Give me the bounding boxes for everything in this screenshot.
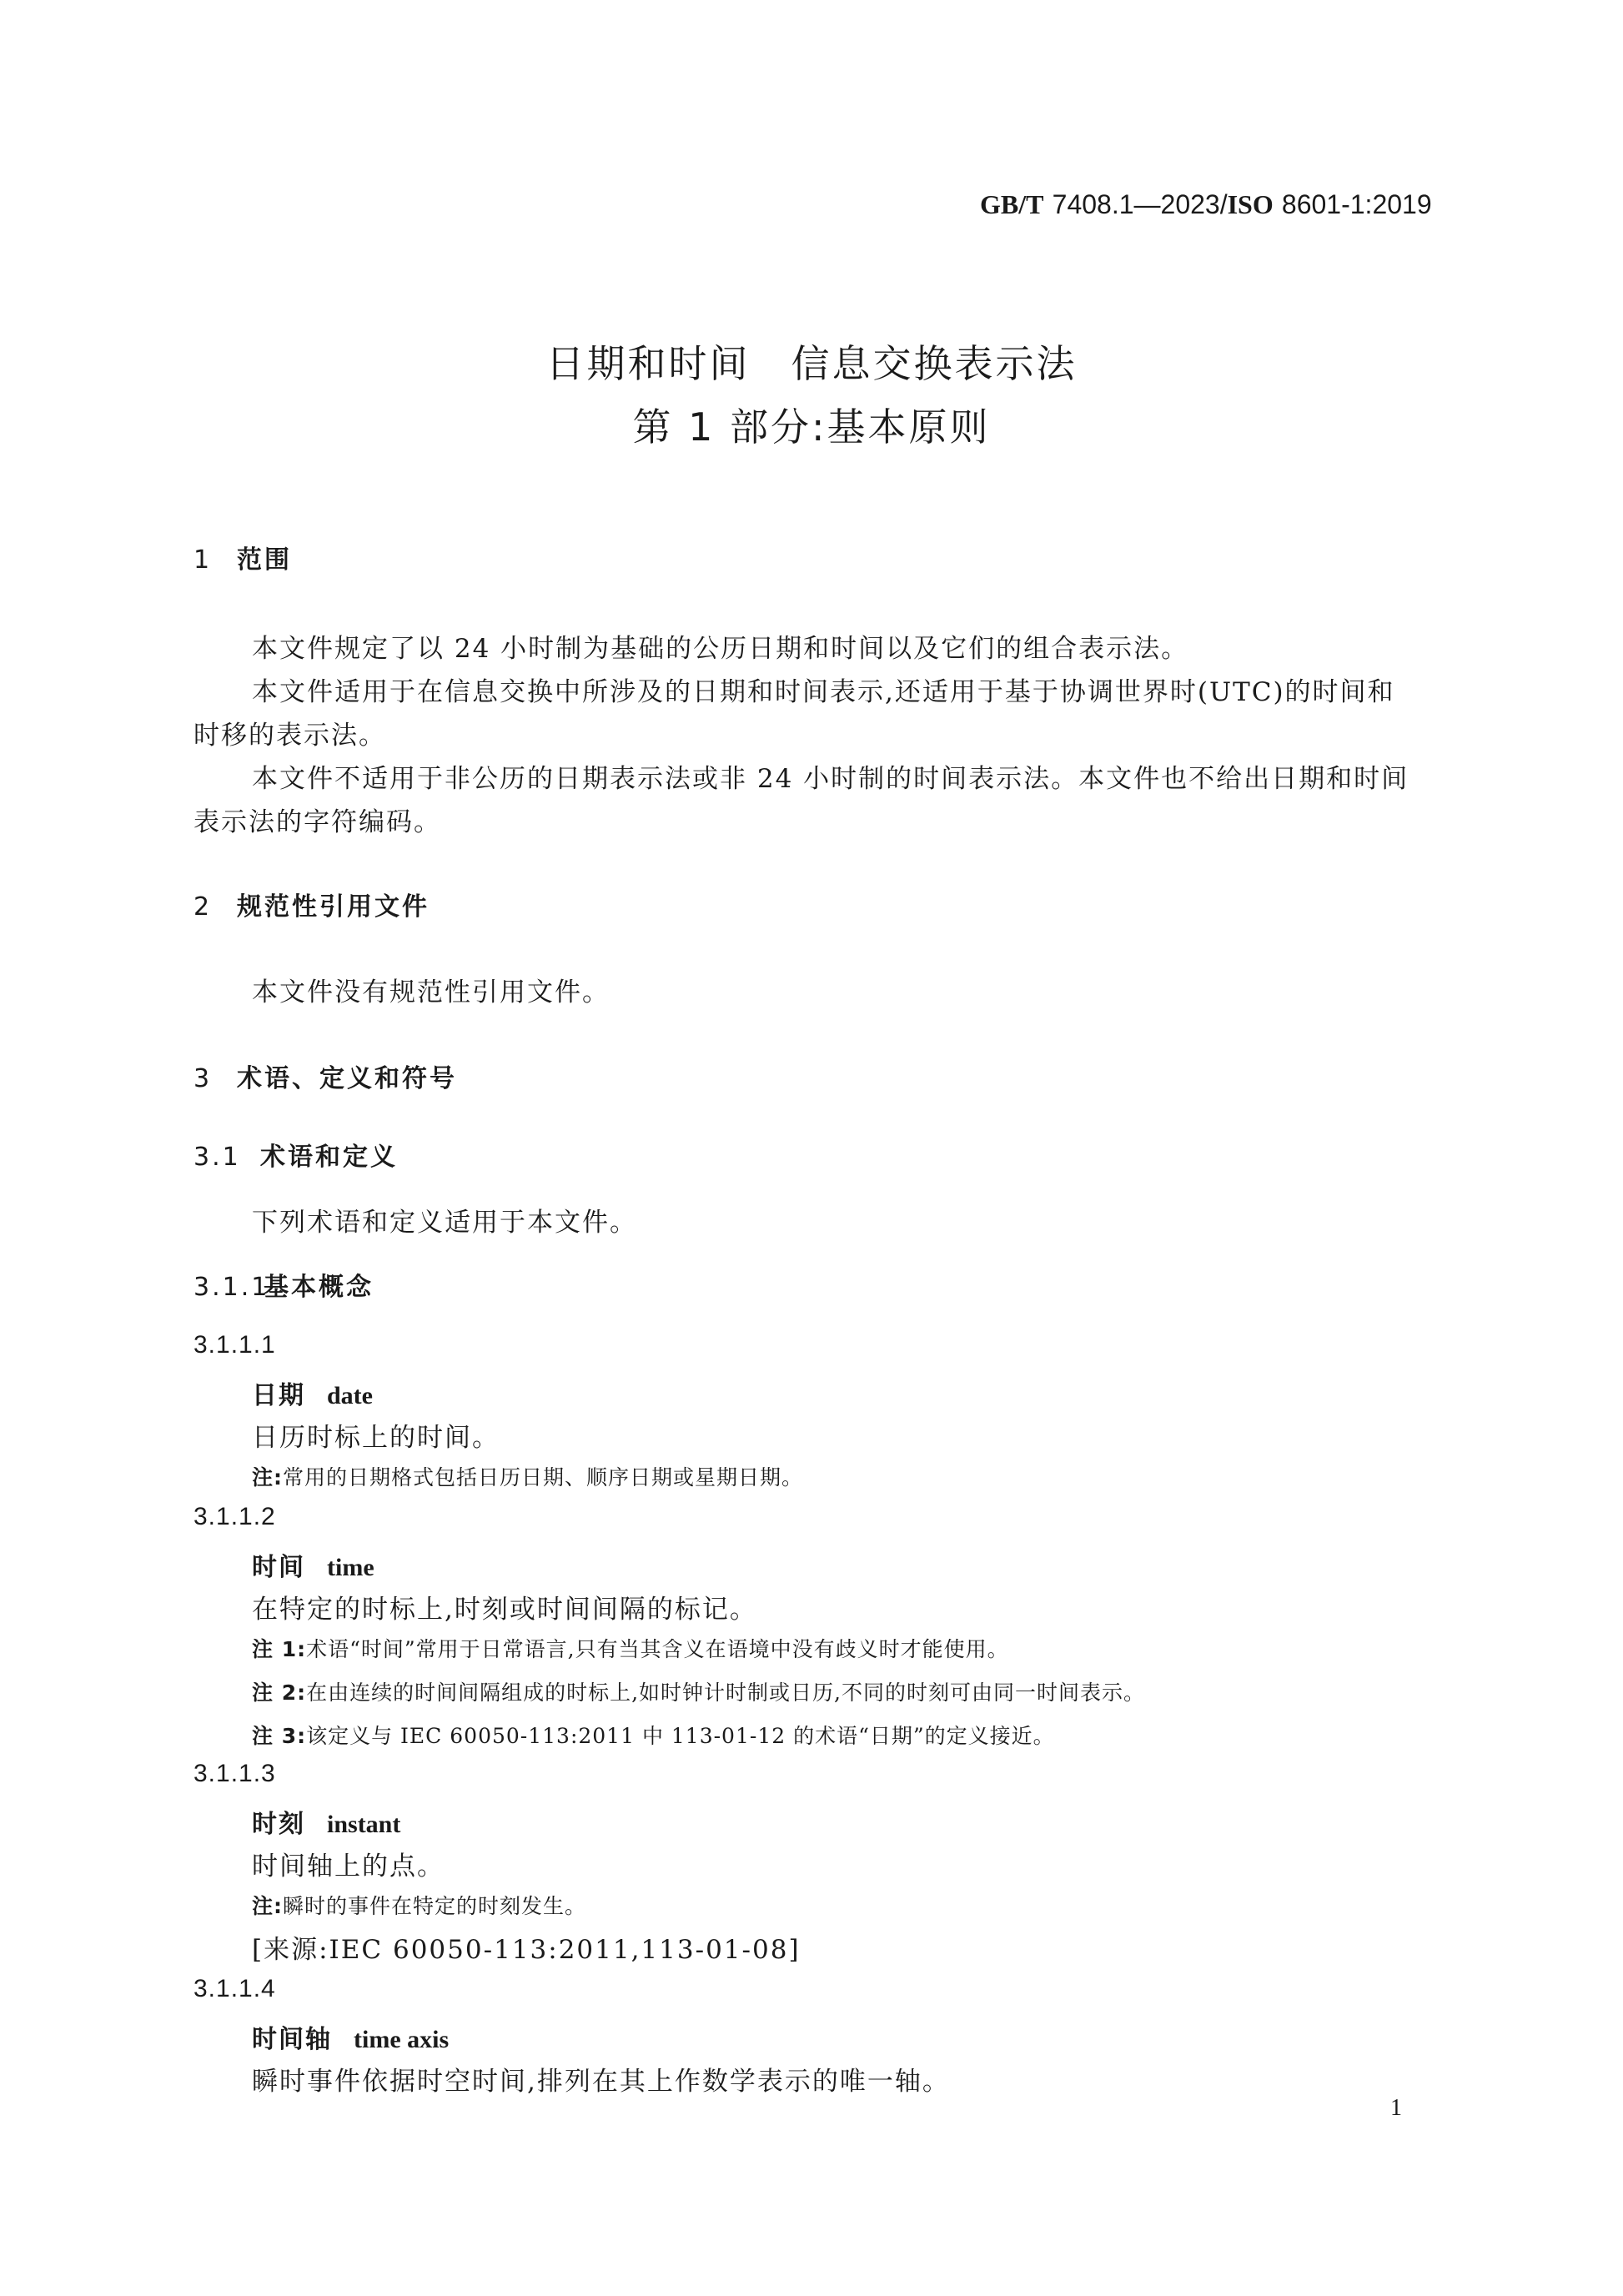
term-source: [来源:IEC 60050-113:2011,113-01-08] (252, 1935, 801, 1965)
term-preferred-en: time axis (354, 2026, 450, 2053)
term-preferred-zh: 日期 (252, 1381, 305, 1410)
term-number: 3.1.1.1 (193, 1331, 276, 1359)
section-3-1-heading: 3.1 术语和定义 (193, 1143, 398, 1172)
term-number: 3.1.1.4 (193, 1975, 276, 2002)
term-preferred-en: time (327, 1554, 374, 1581)
term-note: 注:瞬时的事件在特定的时刻发生。 (252, 1894, 587, 1918)
section-1-paragraph-1: 本文件规定了以 24 小时制为基础的公历日期和时间以及它们的组合表示法。 (252, 634, 1189, 664)
term-entry (252, 1546, 374, 1583)
term-note: 注 1:术语“时间”常用于日常语言,只有当其含义在语境中没有歧义时才能使用。 (252, 1637, 1009, 1661)
section-1-paragraph-2: 本文件适用于在信息交换中所涉及的日期和时间表示,还适用于基于协调世界时(UTC)的时间和 (252, 677, 1395, 707)
term-note: 注 3:该定义与 IEC 60050-113:2011 中 113-01-12 的术语“日期”的定义接近。 (252, 1724, 1055, 1748)
term-definition: 瞬时事件依据时空时间,排列在其上作数学表示的唯一轴。 (252, 2067, 950, 2097)
term-number: 3.1.1.3 (193, 1760, 276, 1787)
term-preferred-en: date (327, 1382, 373, 1409)
term-definition: 日历时标上的时间。 (252, 1423, 500, 1453)
section-3-1-paragraph: 下列术语和定义适用于本文件。 (252, 1208, 637, 1238)
term-preferred-zh: 时间轴 (252, 2025, 332, 2054)
term-entry (252, 2018, 449, 2055)
section-2-paragraph: 本文件没有规范性引用文件。 (252, 977, 610, 1007)
term-entry (252, 1803, 400, 1840)
section-1-paragraph-3: 本文件不适用于非公历的日期表示法或非 24 小时制的时间表示法。本文件也不给出日期和时间 (252, 764, 1409, 794)
term-note: 注:常用的日期格式包括日历日期、顺序日期或星期日期。 (252, 1465, 804, 1490)
section-3-heading: 3 术语、定义和符号 (193, 1064, 457, 1093)
term-definition: 在特定的时标上,时刻或时间间隔的标记。 (252, 1595, 757, 1625)
term-preferred-en: instant (327, 1811, 401, 1838)
term-entry (252, 1374, 373, 1411)
term-note: 注 2:在由连续的时间间隔组成的时标上,如时钟计时制或日历,不同的时刻可由同一时间表示。 (252, 1681, 1146, 1705)
term-preferred-zh: 时间 (252, 1553, 305, 1582)
standard-number: GB/T 7408.1—2023/ISO 8601-1:2019 (980, 189, 1432, 219)
section-1-paragraph-2-cont: 时移的表示法。 (193, 721, 386, 751)
section-1-heading: 1 范围 (193, 545, 292, 575)
term-definition: 时间轴上的点。 (252, 1851, 445, 1882)
section-2-heading: 2 规范性引用文件 (193, 892, 430, 922)
term-number: 3.1.1.2 (193, 1503, 276, 1530)
document-title-line1: 日期和时间 信息交换表示法 (545, 341, 1078, 386)
term-preferred-zh: 时刻 (252, 1810, 305, 1839)
page-number: 1 (1390, 2095, 1402, 2121)
document-title-line2: 第 1 部分:基本原则 (632, 404, 991, 450)
section-1-paragraph-3-cont: 表示法的字符编码。 (193, 807, 441, 837)
section-3-1-1-heading: 3.1.1基本概念 (193, 1273, 374, 1302)
